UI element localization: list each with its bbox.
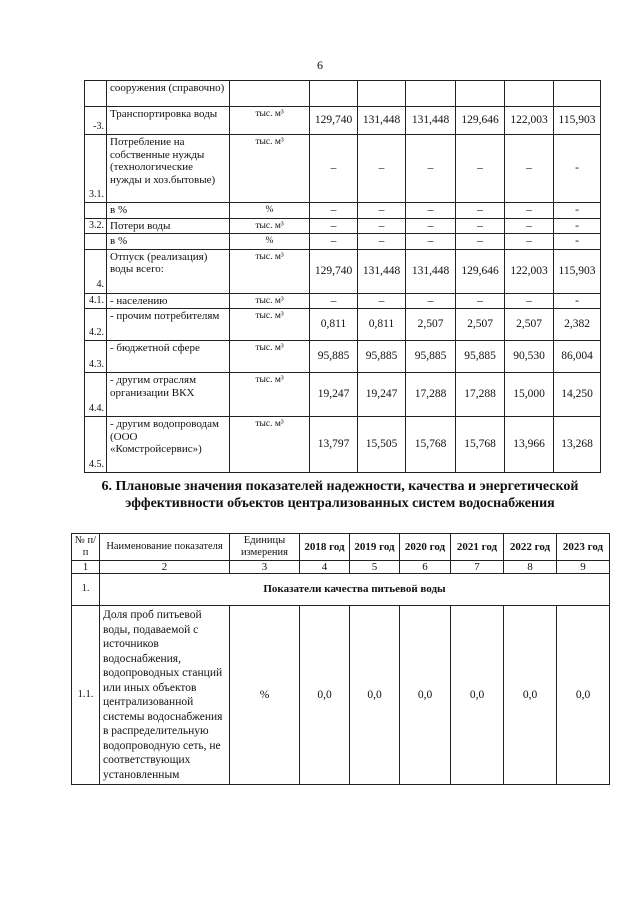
row-value: – [406, 135, 456, 203]
index-cell: 9 [557, 561, 610, 574]
row-num: 3.2. [85, 218, 107, 234]
header-num: № п/п [72, 534, 100, 561]
row-unit: тыс. м³ [230, 373, 310, 417]
row-unit: % [230, 606, 300, 785]
header-year: 2021 год [451, 534, 504, 561]
table-row [85, 417, 601, 473]
row-value: 131,448 [406, 107, 456, 135]
table-row [85, 81, 601, 107]
row-value: 13,966 [505, 417, 554, 473]
row-value: 15,505 [358, 417, 406, 473]
row-value: – [456, 218, 505, 234]
table-row [85, 218, 601, 234]
row-num: 4.4. [85, 373, 107, 417]
row-value: 19,247 [310, 373, 358, 417]
row-value: 0,0 [300, 606, 350, 785]
row-num: 4.1. [85, 293, 107, 309]
row-value: 115,903 [554, 107, 601, 135]
table-row [72, 606, 610, 785]
index-cell: 2 [100, 561, 230, 574]
header-year: 2020 год [400, 534, 451, 561]
row-value: 131,448 [358, 249, 406, 293]
row-value: 0,0 [451, 606, 504, 785]
row-value: 2,507 [505, 309, 554, 341]
row-value: 0,0 [504, 606, 557, 785]
row-name: - другим водопроводам (ООО «Комстройсервис») [107, 417, 230, 473]
row-value: 2,382 [554, 309, 601, 341]
row-value: – [358, 218, 406, 234]
row-value: – [505, 135, 554, 203]
row-value: 14,250 [554, 373, 601, 417]
section-title: Показатели качества питьевой воды [100, 574, 610, 606]
row-name: Транспортировка воды [107, 107, 230, 135]
row-value: 86,004 [554, 341, 601, 373]
index-cell: 4 [300, 561, 350, 574]
row-value: – [310, 293, 358, 309]
row-name: Потери воды [107, 218, 230, 234]
row-unit: тыс. м³ [230, 293, 310, 309]
row-value: – [456, 135, 505, 203]
index-cell: 8 [504, 561, 557, 574]
row-value: 13,797 [310, 417, 358, 473]
row-value: 2,507 [406, 309, 456, 341]
row-name: - другим отраслям организации ВКХ [107, 373, 230, 417]
row-value: 129,646 [456, 107, 505, 135]
table-row [85, 341, 601, 373]
header-unit: Единицы измерения [230, 534, 300, 561]
table-row [85, 373, 601, 417]
row-value: 115,903 [554, 249, 601, 293]
row-unit: тыс. м³ [230, 218, 310, 234]
section-heading: 6. Плановые значения показателей надежности, качества и энергетической эффективности объектов централизованных систем водоснабжения [101, 479, 579, 511]
row-value: – [406, 293, 456, 309]
table-header-row [72, 534, 610, 561]
row-value: – [456, 203, 505, 219]
row-num [85, 203, 107, 219]
page-number: 6 [317, 58, 323, 72]
row-value: 129,646 [456, 249, 505, 293]
index-row [72, 561, 610, 574]
row-value: 122,003 [505, 107, 554, 135]
row-value: 95,885 [358, 341, 406, 373]
row-value: 17,288 [406, 373, 456, 417]
row-value: - [554, 218, 601, 234]
header-year: 2022 год [504, 534, 557, 561]
index-cell: 5 [350, 561, 400, 574]
table-row [85, 234, 601, 250]
table-row [85, 293, 601, 309]
row-value: 0,0 [557, 606, 610, 785]
section-row [72, 574, 610, 606]
row-unit: тыс. м³ [230, 249, 310, 293]
row-value: – [456, 234, 505, 250]
row-value: – [505, 234, 554, 250]
row-value: 15,768 [406, 417, 456, 473]
table-row [85, 135, 601, 203]
row-value [505, 81, 554, 107]
row-value: 0,0 [350, 606, 400, 785]
row-value: – [406, 234, 456, 250]
row-value: – [456, 293, 505, 309]
row-value: – [358, 293, 406, 309]
row-value: 15,000 [505, 373, 554, 417]
table-row [85, 107, 601, 135]
row-value: 17,288 [456, 373, 505, 417]
section-num: 1. [72, 574, 100, 606]
water-balance-table [84, 80, 601, 473]
row-value: 0,811 [358, 309, 406, 341]
row-value: - [554, 135, 601, 203]
row-value: – [358, 203, 406, 219]
row-unit: % [230, 203, 310, 219]
header-year: 2019 год [350, 534, 400, 561]
row-value: 131,448 [406, 249, 456, 293]
row-value: 19,247 [358, 373, 406, 417]
row-value: – [358, 135, 406, 203]
index-cell: 7 [451, 561, 504, 574]
row-value [310, 81, 358, 107]
row-name: - населению [107, 293, 230, 309]
row-value: 2,507 [456, 309, 505, 341]
row-name: сооружения (справочно) [107, 81, 230, 107]
row-num: -3. [85, 107, 107, 135]
row-value: – [310, 218, 358, 234]
header-year: 2023 год [557, 534, 610, 561]
row-value: – [310, 234, 358, 250]
row-num: 1.1. [72, 606, 100, 785]
row-value: – [505, 293, 554, 309]
row-value [406, 81, 456, 107]
row-value: 122,003 [505, 249, 554, 293]
row-value: 0,0 [400, 606, 451, 785]
row-num: 4. [85, 249, 107, 293]
row-num [85, 81, 107, 107]
row-value: – [406, 203, 456, 219]
row-unit: % [230, 234, 310, 250]
row-name: - бюджетной сфере [107, 341, 230, 373]
row-value: 95,885 [456, 341, 505, 373]
row-value: - [554, 234, 601, 250]
row-value: – [358, 234, 406, 250]
row-unit: тыс. м³ [230, 309, 310, 341]
index-cell: 1 [72, 561, 100, 574]
row-value: 13,268 [554, 417, 601, 473]
index-cell: 6 [400, 561, 451, 574]
row-num: 3.1. [85, 135, 107, 203]
row-value: - [554, 203, 601, 219]
row-value [554, 81, 601, 107]
row-value: – [505, 203, 554, 219]
header-name: Наименование показателя [100, 534, 230, 561]
row-value [358, 81, 406, 107]
row-name: Доля проб питьевой воды, подаваемой с источников водоснабжения, водопроводных станций или иных объектов централизованной системы водоснабжения в распределительную водопроводную сеть, не соответствующих установленным [100, 606, 230, 785]
row-value: 15,768 [456, 417, 505, 473]
row-value: – [505, 218, 554, 234]
row-num: 4.5. [85, 417, 107, 473]
row-name: Потребление на собственные нужды (технологические нужды и хоз.бытовые) [107, 135, 230, 203]
table-row [85, 203, 601, 219]
table-row [85, 249, 601, 293]
row-num: 4.2. [85, 309, 107, 341]
row-value: 95,885 [406, 341, 456, 373]
row-unit: тыс. м³ [230, 417, 310, 473]
row-unit: тыс. м³ [230, 341, 310, 373]
indicators-table [71, 533, 610, 785]
table-row [85, 309, 601, 341]
header-year: 2018 год [300, 534, 350, 561]
row-value: 90,530 [505, 341, 554, 373]
row-num [85, 234, 107, 250]
row-value: 95,885 [310, 341, 358, 373]
row-unit: тыс. м³ [230, 135, 310, 203]
row-value: 129,740 [310, 107, 358, 135]
row-name: - прочим потребителям [107, 309, 230, 341]
row-name: Отпуск (реализация) воды всего: [107, 249, 230, 293]
row-value: 129,740 [310, 249, 358, 293]
row-name: в % [107, 203, 230, 219]
row-value: 0,811 [310, 309, 358, 341]
index-cell: 3 [230, 561, 300, 574]
row-value: – [310, 203, 358, 219]
row-name: в % [107, 234, 230, 250]
row-unit: тыс. м³ [230, 107, 310, 135]
row-value [456, 81, 505, 107]
row-num: 4.3. [85, 341, 107, 373]
row-value: – [406, 218, 456, 234]
row-value: - [554, 293, 601, 309]
row-value: – [310, 135, 358, 203]
row-value: 131,448 [358, 107, 406, 135]
row-unit [230, 81, 310, 107]
